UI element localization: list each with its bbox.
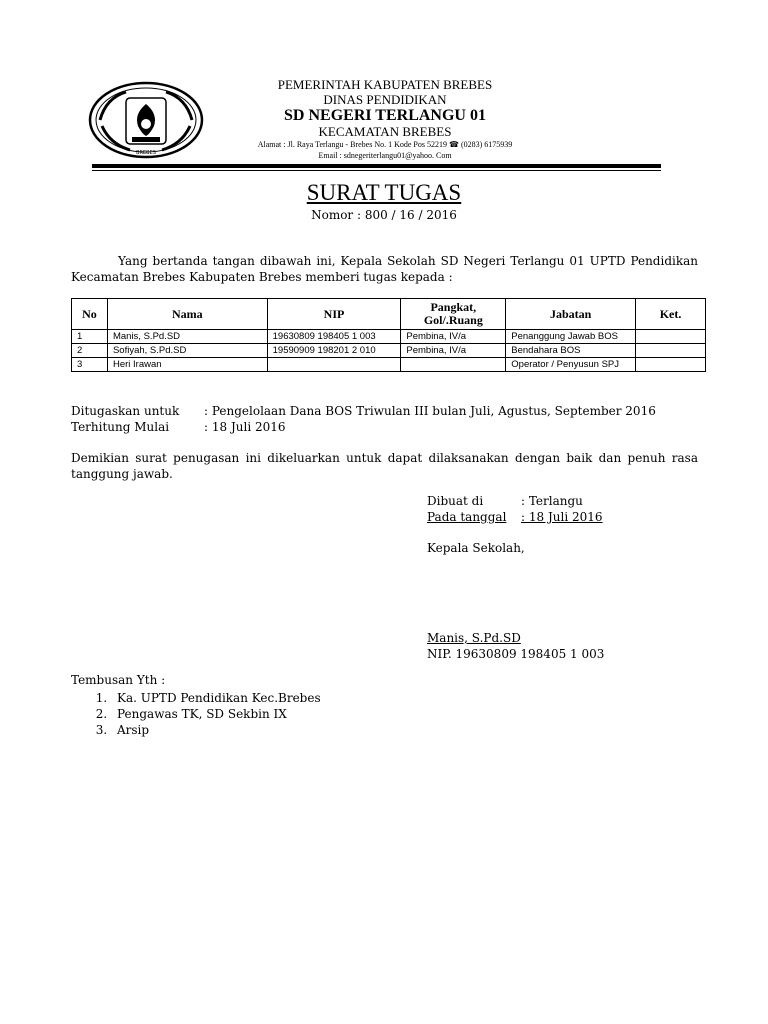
kop-pemerintah: PEMERINTAH KABUPATEN BREBES	[277, 77, 493, 92]
mulai-label: Terhitung Mulai	[71, 420, 170, 434]
cell-jabatan: Bendahara BOS	[506, 344, 636, 358]
tugas-value: : Pengelolaan Dana BOS Triwulan III bulan Juli, Agustus, September 2016	[204, 404, 656, 418]
list-item: 2. Pengawas TK, SD Sekbin IX	[111, 706, 321, 722]
header-pangkat: Pangkat, Gol/.Ruang	[401, 299, 506, 330]
list-item: 1. Ka. UPTD Pendidikan Kec.Brebes	[111, 690, 321, 706]
cell-no: 2	[72, 344, 108, 358]
header-nip: NIP	[267, 299, 401, 330]
cell-no: 3	[72, 358, 108, 372]
cell-nip: 19630809 198405 1 003	[267, 330, 401, 344]
mulai-value: : 18 Juli 2016	[204, 420, 286, 434]
district-emblem-logo	[86, 80, 206, 160]
table-row	[72, 358, 706, 372]
document-number: Nomor : 800 / 16 / 2016	[311, 208, 457, 222]
cell-pangkat: Pembina, IV/a	[401, 344, 506, 358]
letterhead-divider-thin	[92, 170, 661, 171]
cell-jabatan: Penanggung Jawab BOS	[506, 330, 636, 344]
cell-nama: Sofiyah, S.Pd.SD	[107, 344, 267, 358]
tugas-label: Ditugaskan untuk	[71, 404, 180, 418]
table-row	[72, 330, 706, 344]
table-header-row	[72, 299, 706, 330]
header-jabatan: Jabatan	[506, 299, 636, 330]
header-nama: Nama	[107, 299, 267, 330]
assignee-table	[71, 298, 706, 372]
tembusan-title: Tembusan Yth :	[71, 673, 166, 687]
signer-name: Manis, S.Pd.SD	[427, 631, 521, 645]
cell-pangkat	[401, 358, 506, 372]
cell-ket	[636, 344, 706, 358]
dibuat-label: Dibuat di	[427, 494, 484, 508]
document-title: SURAT TUGAS	[306, 180, 462, 205]
table-row	[72, 344, 706, 358]
kop-alamat: Alamat : Jl. Raya Terlangu - Brebes No. 1 Kode Pos 52219 ☎ (0283) 6175939	[257, 140, 513, 149]
header-no: No	[72, 299, 108, 330]
cell-no: 1	[72, 330, 108, 344]
tanggal-label: Pada tanggal	[427, 510, 507, 524]
cell-pangkat: Pembina, IV/a	[401, 330, 506, 344]
cell-ket	[636, 358, 706, 372]
signer-position: Kepala Sekolah,	[427, 541, 525, 555]
tanggal-value: : 18 Juli 2016	[521, 510, 603, 524]
letterhead-divider-thick	[92, 164, 661, 168]
dibuat-value: : Terlangu	[521, 494, 583, 508]
kop-kecamatan: KECAMATAN BREBES	[318, 124, 452, 139]
svg-text:BREBES: BREBES	[136, 150, 156, 156]
list-item: 3. Arsip	[111, 722, 321, 738]
closing-paragraph: Demikian surat penugasan ini dikeluarkan untuk dapat dilaksanakan dengan baik dan penuh rasa tanggung jawab.	[71, 451, 698, 481]
header-ket: Ket.	[636, 299, 706, 330]
cell-nip	[267, 358, 401, 372]
cell-nip: 19590909 198201 2 010	[267, 344, 401, 358]
cell-jabatan: Operator / Penyusun SPJ	[506, 358, 636, 372]
intro-paragraph: Yang bertanda tangan dibawah ini, Kepala Sekolah SD Negeri Terlangu 01 UPTD Pendidikan Kecamatan Brebes Kabupaten Brebes memberi tugas kepada :	[71, 254, 698, 284]
kop-sekolah: SD NEGERI TERLANGU 01	[284, 107, 486, 124]
cell-nama: Heri Irawan	[107, 358, 267, 372]
kop-email: Email : sdnegeriterlangu01@yahoo. Com	[318, 151, 452, 160]
cell-nama: Manis, S.Pd.SD	[107, 330, 267, 344]
signer-nip: NIP. 19630809 198405 1 003	[427, 647, 605, 661]
cell-ket	[636, 330, 706, 344]
kop-dinas: DINAS PENDIDIKAN	[323, 92, 447, 107]
tembusan-list	[71, 690, 321, 738]
